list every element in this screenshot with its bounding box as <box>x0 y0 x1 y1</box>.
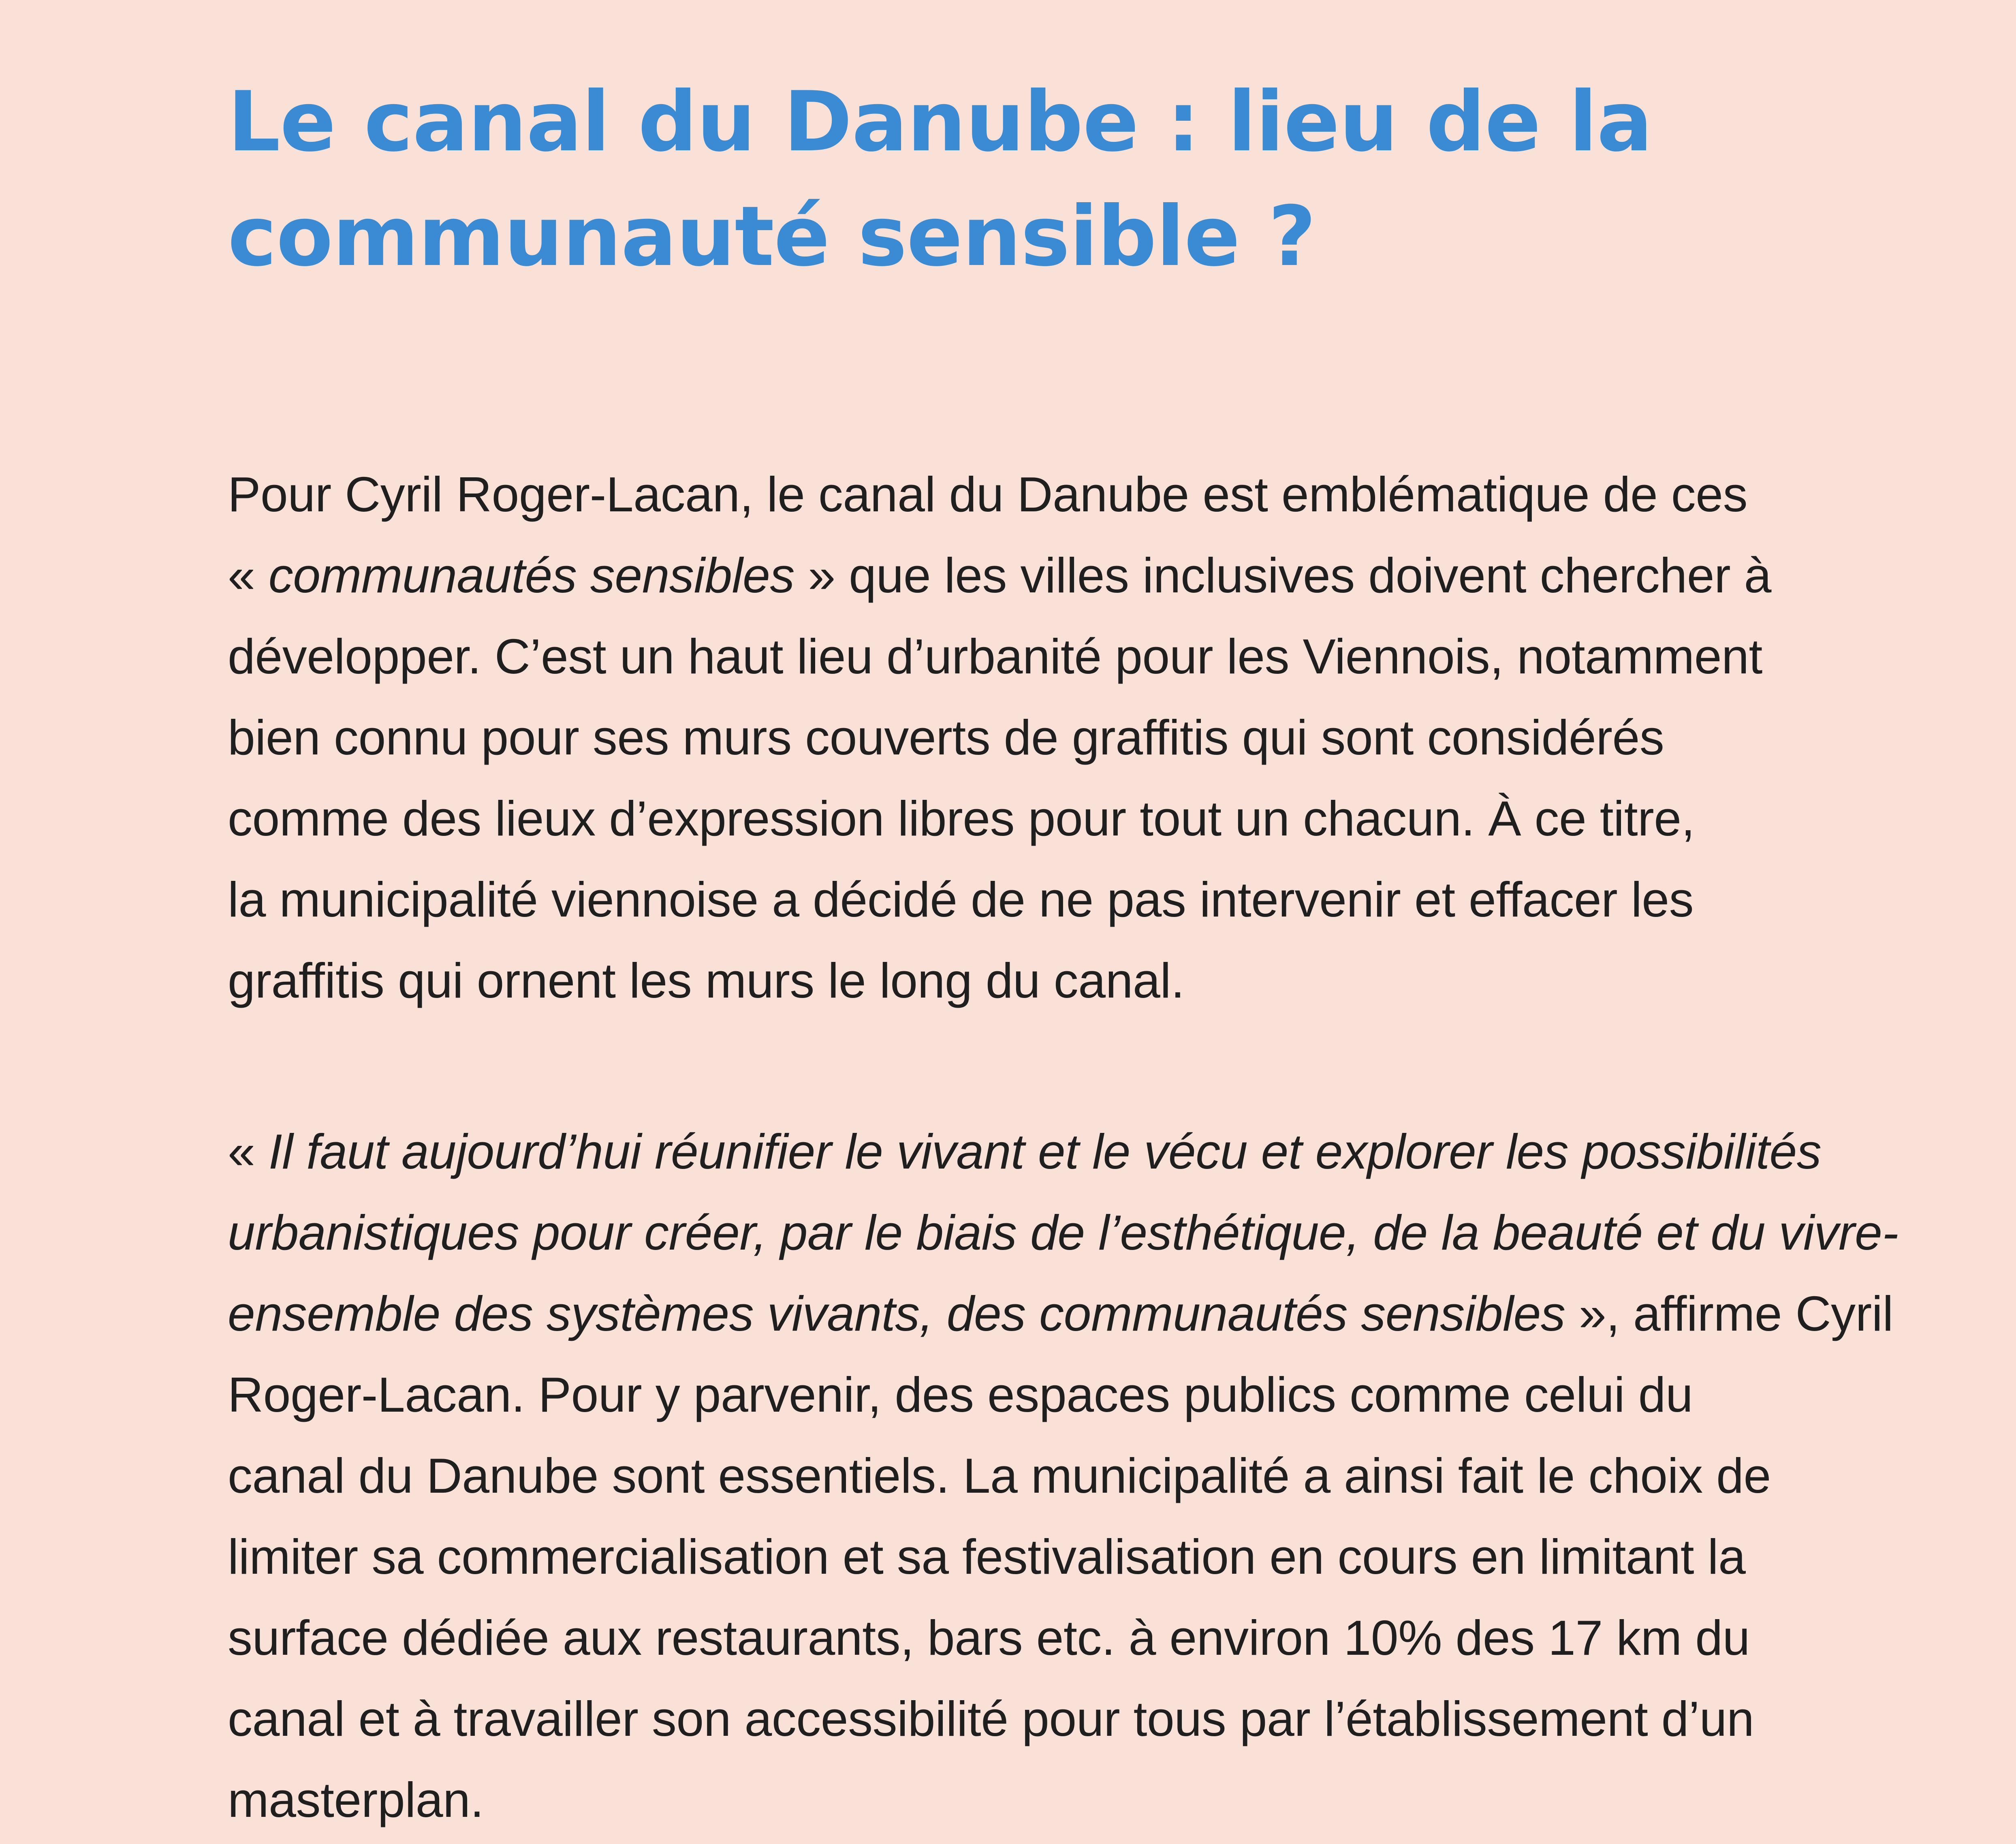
text-segment: Pour Cyril Roger-Lacan, le canal du Danube est emblématique de ces <box>228 467 1748 522</box>
text-segment: la municipalité viennoise a décidé de ne pas intervenir et effacer les <box>228 872 1694 927</box>
paragraph-line <box>228 778 1832 859</box>
text-segment: « <box>228 548 269 603</box>
article-title <box>228 65 1832 294</box>
text-segment: bien connu pour ses murs couverts de graffitis qui sont considérés <box>228 710 1664 765</box>
paragraph-line <box>228 1435 1832 1516</box>
article-title-line: communauté sensible ? <box>228 189 1316 285</box>
text-segment: développer. C’est un haut lieu d’urbanité pour les Viennois, notamment <box>228 629 1762 684</box>
paragraph-line <box>228 1192 1899 1273</box>
text-segment: canal et à travailler son accessibilité pour tous par l’établissement d’un <box>228 1691 1754 1746</box>
italic-text-segment: urbanistiques pour créer, par le biais de l’esthétique, de la beauté et du vivre- <box>228 1205 1899 1260</box>
text-segment: « <box>228 1124 269 1179</box>
article-paragraph-2 <box>228 1111 1899 1840</box>
paragraph-line <box>228 940 1832 1021</box>
paragraph-line <box>228 1678 1832 1759</box>
article-paragraph-1 <box>228 454 1832 1021</box>
article-content <box>228 65 1899 1840</box>
italic-text-segment: communautés sensibles <box>268 548 795 603</box>
text-segment: canal du Danube sont essentiels. La municipalité a ainsi fait le choix de <box>228 1448 1771 1503</box>
article-title-line: Le canal du Danube : lieu de la <box>228 74 1652 170</box>
italic-text-segment: Il faut aujourd’hui réunifier le vivant et le vécu et explorer les possibilités <box>268 1124 1822 1179</box>
paragraph-line <box>228 1759 1832 1840</box>
paragraph-line <box>228 1516 1832 1597</box>
paragraph-line <box>228 616 1832 697</box>
text-segment: Roger-Lacan. Pour y parvenir, des espaces publics comme celui du <box>228 1367 1693 1422</box>
paragraph-line <box>228 1597 1832 1678</box>
paragraph-line <box>228 535 1832 616</box>
text-segment: », affirme Cyril <box>1565 1286 1893 1341</box>
text-segment: graffitis qui ornent les murs le long du canal. <box>228 953 1185 1008</box>
text-segment: limiter sa commercialisation et sa festivalisation en cours en limitant la <box>228 1529 1746 1584</box>
paragraph-line <box>228 859 1832 940</box>
paragraph-line <box>228 1111 1832 1192</box>
italic-text-segment: ensemble des systèmes vivants, des communautés sensibles <box>228 1286 1565 1341</box>
paragraph-line <box>228 1273 1893 1354</box>
paragraph-line <box>228 454 1832 535</box>
paragraph-line <box>228 697 1832 778</box>
text-segment: masterplan. <box>228 1772 484 1827</box>
paragraph-line <box>228 1354 1832 1435</box>
text-segment: comme des lieux d’expression libres pour tout un chacun. À ce titre, <box>228 791 1695 846</box>
text-segment: » que les villes inclusives doivent chercher à <box>794 548 1771 603</box>
text-segment: surface dédiée aux restaurants, bars etc. à environ 10% des 17 km du <box>228 1610 1750 1665</box>
